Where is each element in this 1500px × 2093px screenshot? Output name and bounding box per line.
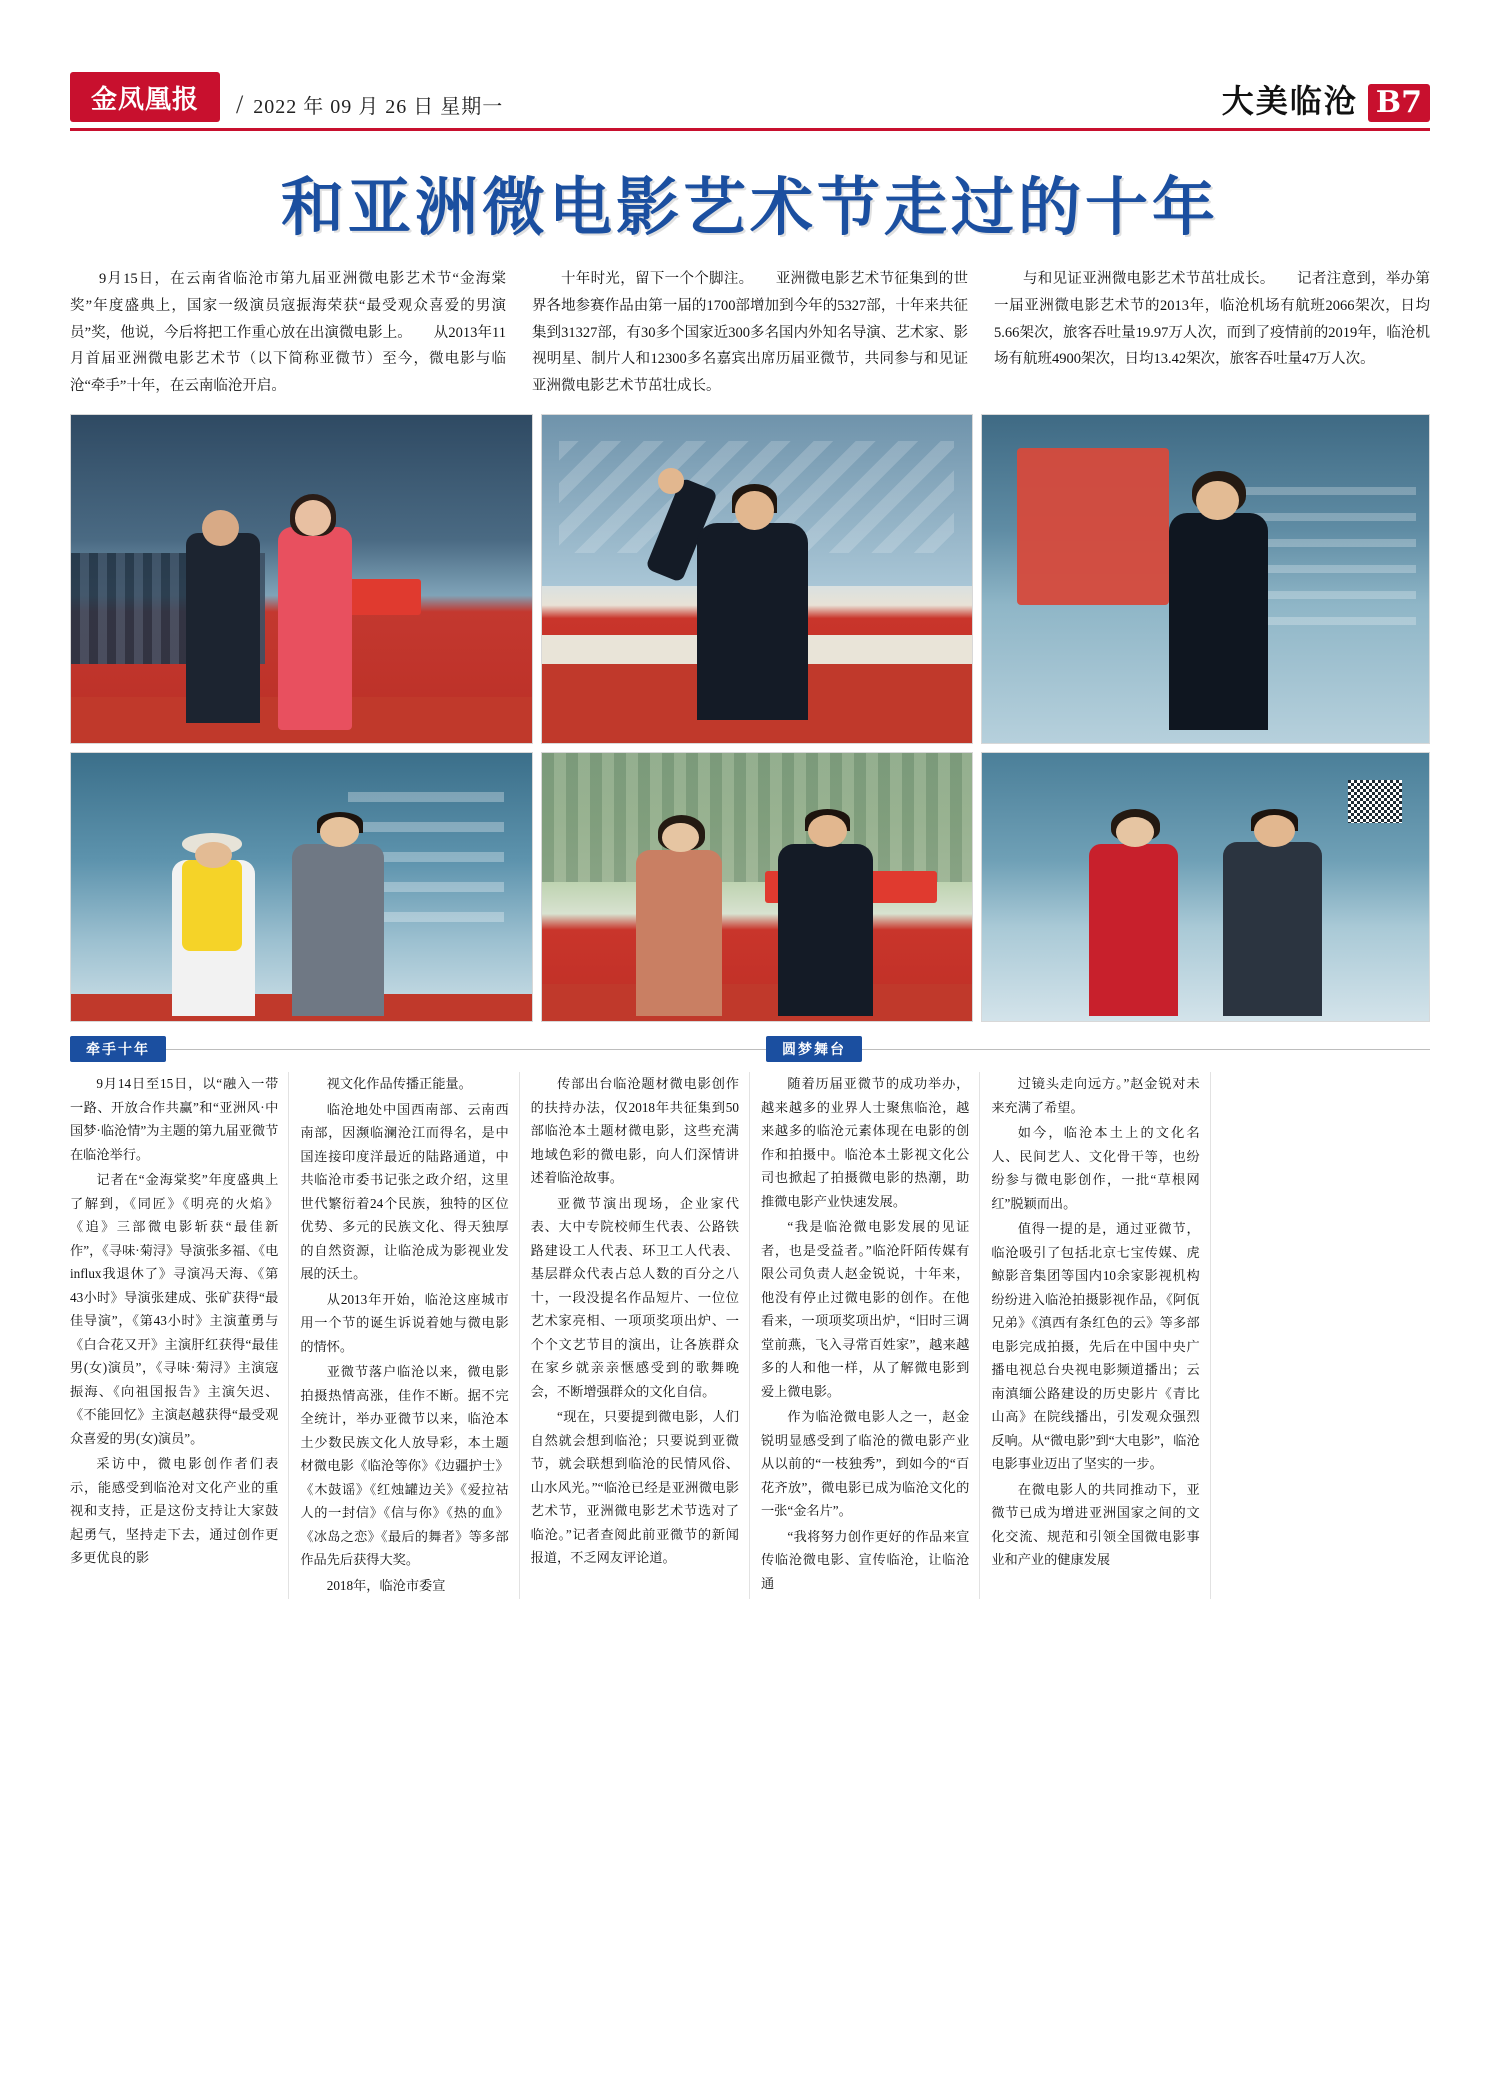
photo-row-bottom [70, 752, 1430, 1022]
slash-divider: / [236, 90, 244, 119]
paragraph: 如今，临沧本土上的文化名人、民间艺人、文化骨干等，也纷纷参与微电影创作，一批“草根网红”脱颖而出。 [991, 1125, 1200, 1211]
body-column-2 [300, 1072, 508, 1599]
section-name: 大美临沧 [1221, 82, 1358, 120]
lead-col-3: 与和见证亚洲微电影艺术节茁壮成长。 记者注意到，举办第一届亚洲微电影艺术节的2013年，临沧机场有航班2066架次，日均5.66架次，旅客吞吐量19.97万人次，而到了疫情前的2019年，临沧机场有航班4900架次，日均13.42架次，旅客吞吐量47万人次。 [994, 271, 1430, 368]
body-column-1 [70, 1072, 278, 1599]
section-tag-left: 牵手十年 [70, 1036, 166, 1062]
paragraph: “我将努力创作更好的作品来宣传临沧微电影、宣传临沧，让临沧通 [760, 1528, 970, 1591]
paragraph: 从2013年开始，临沧这座城市用一个节的诞生诉说着她与微电影的情怀。 [300, 1291, 509, 1354]
lead-col-1: 9月15日，在云南省临沧市第九届亚洲微电影艺术节“金海棠奖”年度盛典上，国家一级演员寇振海荣获“最受观众喜爱的男演员”奖，他说，今后将把工作重心放在出演微电影上。 从2013年11月首届亚洲微电影艺术节（以下简称亚微节）至今，微电影与临沧“牵手”十年，在云南临沧开启。 [70, 271, 506, 395]
paragraph: 亚微节落户临沧以来，微电影拍摄热情高涨，佳作不断。据不完全统计，举办亚微节以来，临沧本土少数民族文化人放导彩，本土题材微电影《临沧等你》《边疆护士》《木鼓谣》《红烛罐边关》《爱拉祜人的一封信》《信与你》《热的血》《冰岛之恋》《最后的舞者》等多部作品先后获得大奖。 [300, 1364, 509, 1568]
section-tag-row [70, 1036, 1430, 1062]
masthead [70, 60, 1430, 131]
paragraph: 2018年，临沧市委宣 [326, 1577, 446, 1593]
photo-guests-pair-dress [541, 752, 973, 1022]
body-column-3 [531, 1072, 739, 1599]
body-column-4 [761, 1072, 969, 1599]
paragraph: 采访中，微电影创作者们表示，能感受到临沧对文化产业的重视和支持，正是这份支持让大家鼓起勇气，坚持走下去，通过创作更多更优良的影 [70, 1456, 279, 1566]
paragraph: 在微电影人的共同推动下，亚微节已成为增进亚洲国家之间的文化交流、规范和引领全国微电影事业和产业的健康发展 [991, 1481, 1200, 1568]
photo-actor-waving [541, 414, 973, 744]
lead-col-2: 十年时光，留下一个个脚注。 亚洲微电影艺术节征集到的世界各地参赛作品由第一届的1700部增加到今年的5327部，十年来共征集到31327部，有30多个国家近300多名国内外知名导演、艺术家、影视明星、制片人和12300多名嘉宾出席历届亚微节，共同参与和见证亚洲微电影艺术节茁壮成长。 [532, 271, 968, 395]
paragraph: “现在，只要提到微电影，人们自然就会想到临沧；只要说到亚微节，就会联想到临沧的民情风俗、山水风光。”“临沧已经是亚洲微电影艺术节，亚洲微电影艺术节选对了临沧。”记者查阅此前亚微节的新闻报道，不乏网友评论道。 [530, 1409, 739, 1566]
photo-guests-pair-hat [70, 752, 533, 1022]
paragraph: 视文化作品传播正能量。 [326, 1076, 472, 1092]
paragraph: 传部出台临沧题材微电影创作的扶持办法，仅2018年共征集到50部临沧本土题材微电影，这些充满地域色彩的微电影，向人们深情讲述着临沧故事。 [530, 1076, 739, 1186]
masthead-right [1222, 76, 1430, 122]
body-column-5 [991, 1072, 1199, 1599]
logo-text: 金凤凰报 [90, 84, 199, 115]
paragraph: 随着历届亚微节的成功举办，越来越多的业界人士聚焦临沧，越来越多的临沧元素体现在电影的创作和拍摄中。临沧本土影视文化公司也掀起了拍摄微电影的热潮，助推微电影产业快速发展。 [760, 1076, 970, 1209]
paragraph: 值得一提的是，通过亚微节，临沧吸引了包括北京七宝传媒、虎鲸影音集团等国内10余家影视机构纷纷进入临沧拍摄影视作品，《阿佤兄弟》《滇西有条红色的云》等多部电影完成拍摄，先后在中国中央广播电视总台央视电影频道播出；云南滇缅公路建设的历史影片《青比山高》在院线播出，引发观众强烈反响。从“微电影”到“大电影”，临沧电影事业迈出了坚实的一步。 [991, 1221, 1200, 1472]
photo-guests-pair-red-suit [981, 752, 1430, 1022]
page-title: 和亚洲微电影艺术节走过的十年 [281, 170, 1219, 244]
body-column-6 [1222, 1072, 1430, 1599]
paragraph: 亚微节演出现场，企业家代表、大中专院校师生代表、公路铁路建设工人代表、环卫工人代表、基层群众代表占总人数的百分之八十，一段没提名作品短片、一位位艺术家亮相、一项项奖项出炉、一个个文艺节目的演出，让各族群众在家乡就亲亲惬感受到的歌舞晚会，不断增强群众的文化自信。 [530, 1195, 739, 1399]
photo-row-top [70, 414, 1430, 744]
paragraph: 临沧地处中国西南部、云南西南部，因濒临澜沧江而得名，是中国连接印度洋最近的陆路通道，中共临沧市委书记张之政介绍，这里世代繁衍着24个民族，独特的区位优势、多元的民族文化、得天独厚的自然资源，让临沧成为影视业发展的沃土。 [300, 1101, 509, 1282]
newspaper-logo [70, 72, 220, 122]
paragraph: 9月14日至15日，以“融入一带一路、开放合作共赢”和“亚洲风·中国梦·临沧情”为主题的第九届亚微节在临沧举行。 [70, 1076, 279, 1162]
issue-date: 2022 年 09 月 26 日 星期一 [253, 96, 504, 118]
photo-red-carpet-couple [70, 414, 533, 744]
paragraph: 记者在“金海棠奖”年度盛典上了解到，《同匠》《明亮的火焰》《追》三部微电影斩获“最佳新作”，《寻味·菊浔》导演张多福、《电influx我退休了》寻演冯天海、《第43小时》导演张建成、张矿获得“最佳导演”，《第43小时》主演董勇与《白合花又开》主演肝红获得“最佳男(女)演员”，《寻味·菊浔》主演寇振海、《向祖国报告》主演矢迟、《不能回忆》主演赵越获得“最受观众喜爱的男(女)演员”。 [70, 1172, 279, 1446]
photo-actress-portrait [981, 414, 1430, 744]
lead-paragraphs [70, 266, 1430, 400]
paragraph: 作为临沧微电影人之一，赵金锐明显感受到了临沧的微电影产业从以前的“一枝独秀”，到如今的“百花齐放”，微电影已成为临沧文化的一张“金名片”。 [760, 1409, 970, 1519]
tag-rule [70, 1049, 1430, 1050]
article-body [70, 1072, 1430, 1599]
paragraph: 过镜头走向远方。”赵金锐对未来充满了希望。 [991, 1076, 1200, 1115]
section-tag-right: 圆梦舞台 [766, 1036, 862, 1062]
paragraph: “我是临沧微电影发展的见证者，也是受益者。”临沧阡陌传媒有限公司负责人赵金锐说，十年来，他没有停止过微电影的创作。在他看来，一项项奖项出炉，“旧时三调堂前燕，飞入寻常百姓家”，越来越多的人和他一样，从了解微电影到爱上微电影。 [760, 1219, 970, 1399]
page-number: B7 [1368, 84, 1430, 122]
